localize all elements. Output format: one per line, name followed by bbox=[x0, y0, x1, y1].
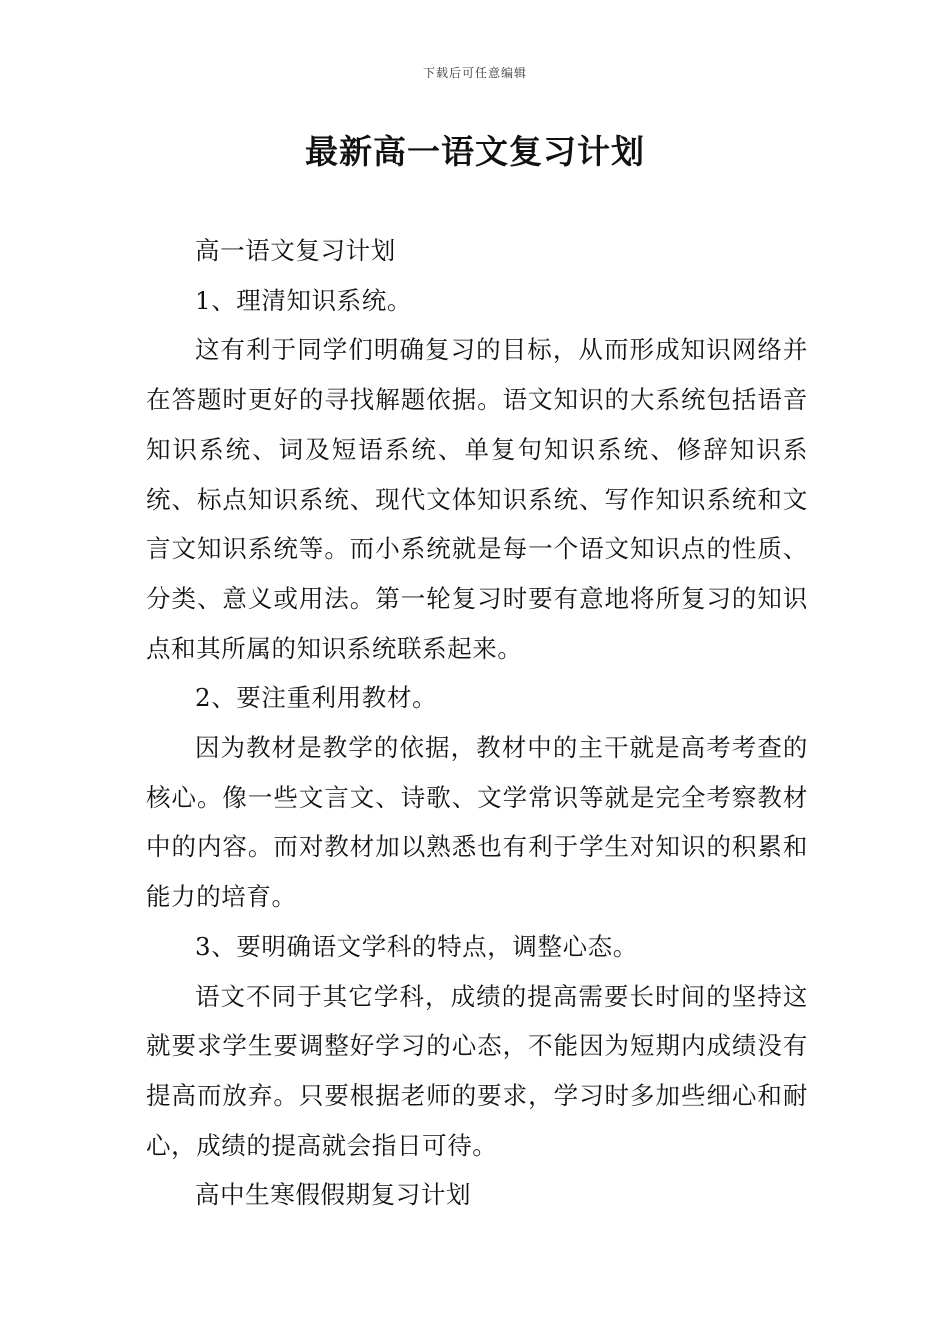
paragraph-point-1: 1、理清知识系统。 bbox=[195, 285, 412, 315]
paragraph-next-section: 高中生寒假假期复习计划 bbox=[195, 1180, 472, 1210]
paragraph-point-2: 2、要注重利用教材。 bbox=[195, 683, 438, 713]
paragraph-point-2-body: 因为教材是教学的依据，教材中的主干就是高考考查的核心。像一些文言文、诗歌、文学常识等就是完全考察教材中的内容。而对教材加以熟悉也有利于学生对知识的积累和能力的培育。 bbox=[146, 733, 808, 912]
header-note: 下载后可任意编辑 bbox=[422, 66, 527, 80]
paragraph-point-3: 3、要明确语文学科的特点，调整心态。 bbox=[195, 931, 638, 961]
paragraph-point-3-body: 语文不同于其它学科，成绩的提高需要长时间的坚持这就要求学生要调整好学习的心态，不能因为短期内成绩没有提高而放弃。只要根据老师的要求，学习时多加些细心和耐心，成绩的提高就会指日可待。 bbox=[146, 981, 808, 1160]
paragraph-point-1-body: 这有利于同学们明确复习的目标，从而形成知识网络并在答题时更好的寻找解题依据。语文知识的大系统包括语音知识系统、词及短语系统、单复句知识系统、修辞知识系统、标点知识系统、现代文体知识系统、写作知识系统和文言文知识系统等。而小系统就是每一个语文知识点的性质、分类、意义或用法。第一轮复习时要有意地将所复习的知识点和其所属的知识系统联系起来。 bbox=[146, 335, 808, 663]
document-body bbox=[146, 226, 808, 1220]
paragraph-subtitle: 高一语文复习计划 bbox=[195, 236, 396, 265]
document-title: 最新高一语文复习计划 bbox=[305, 132, 645, 171]
